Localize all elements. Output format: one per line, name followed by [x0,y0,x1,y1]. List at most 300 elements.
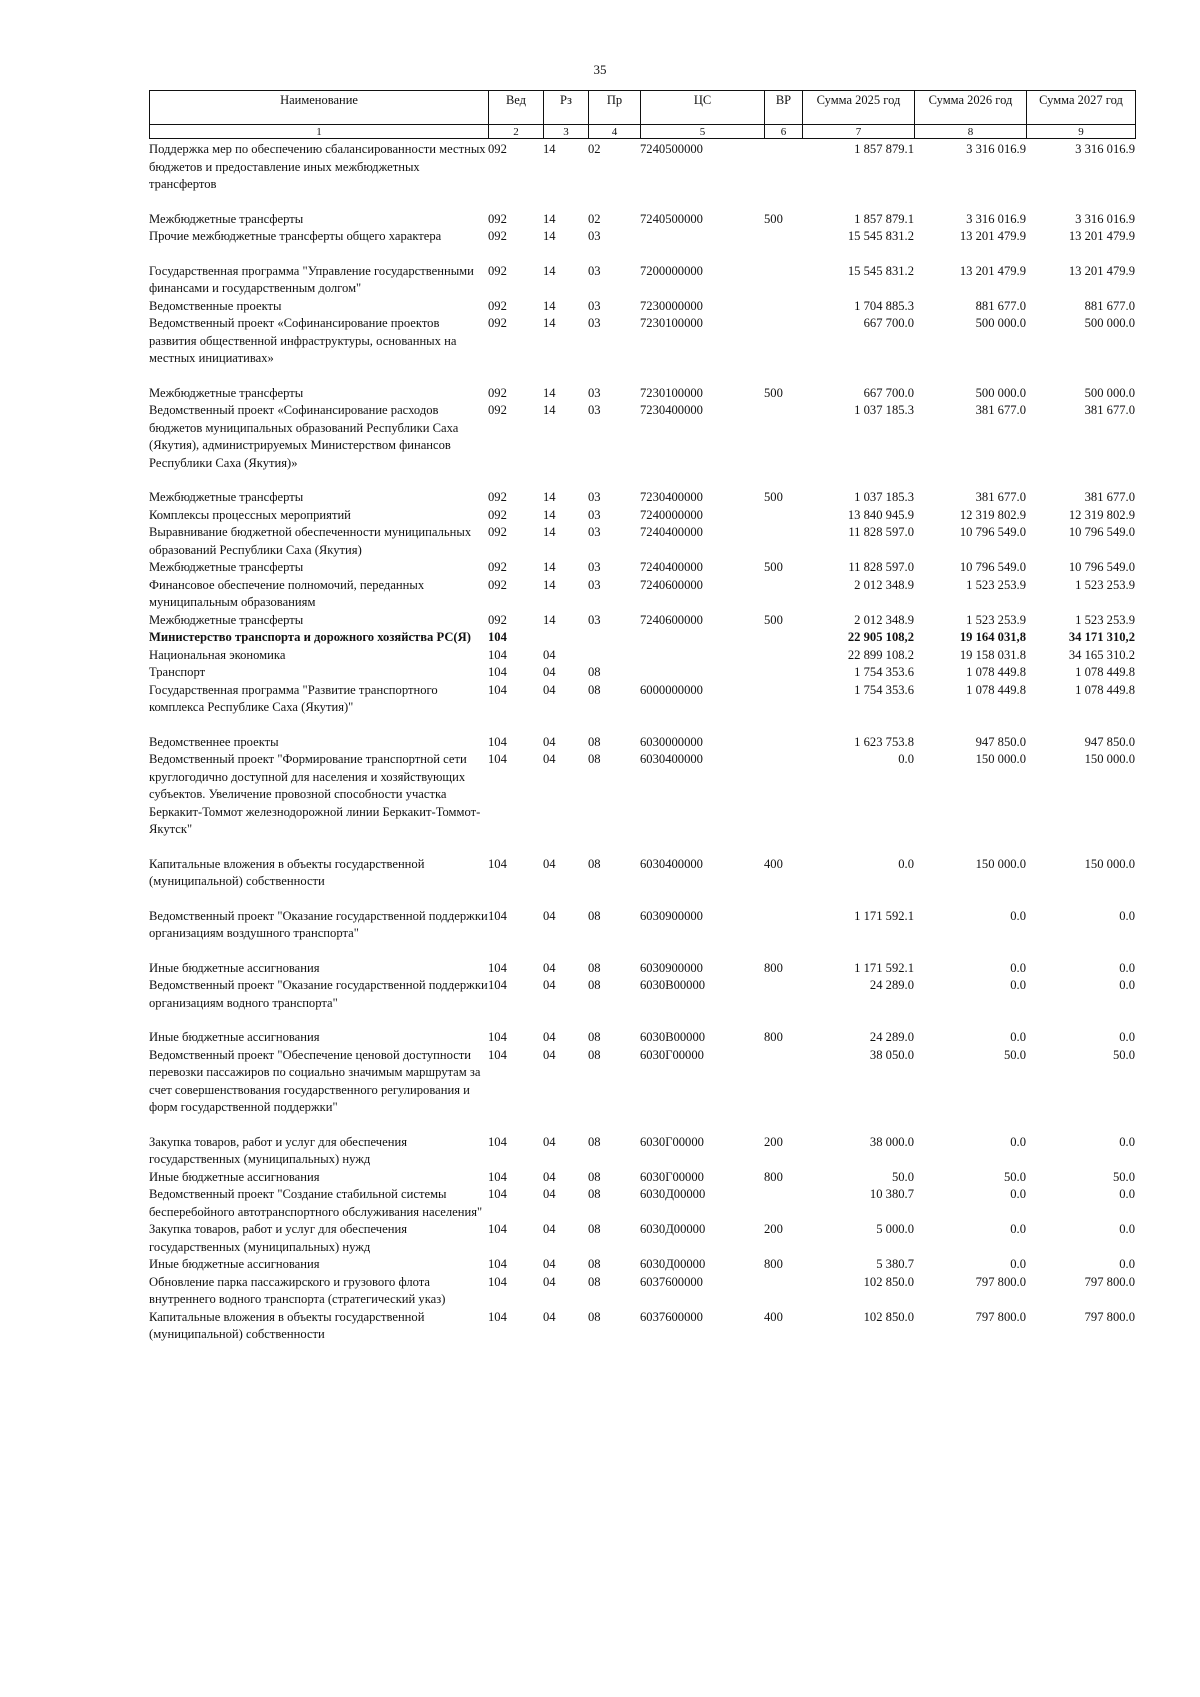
row-pr [588,629,640,647]
row-sum-2027: 13 201 479.9 [1068,229,1135,243]
row-vr [764,298,802,316]
row-ved: 104 [488,1309,507,1324]
row-name: Транспорт [149,665,206,679]
table-row [149,524,1135,559]
table-row [149,211,1135,229]
table-row [149,385,1135,403]
row-pr: 08 [588,752,601,766]
row-cs: 7240600000 [640,612,703,627]
table-row [149,977,1135,1012]
row-sum-2025: 38 050.0 [869,1047,914,1062]
row-ved: 104 [488,856,507,871]
header-ved: Вед [489,91,544,125]
row-rz: 14 [543,490,556,504]
row-name: Ведомственные проекты [149,298,282,313]
row-rz: 14 [543,560,556,574]
row-sum-2026: 0.0 [1010,960,1026,975]
row-sum-2027: 797 800.0 [1084,1274,1135,1289]
row-sum-2027: 50.0 [1112,1047,1135,1062]
row-sum-2026: 3 316 016.9 [966,142,1026,156]
row-cs: 6030900000 [640,908,703,923]
row-sum-2026: 1 523 253.9 [966,612,1026,627]
row-pr: 03 [588,525,601,539]
row-sum-2027: 0.0 [1119,1187,1135,1201]
row-rz: 14 [543,403,556,417]
row-cs: 7230100000 [640,385,703,400]
row-cs: 6030Г00000 [640,1047,704,1062]
row-rz: 04 [543,682,556,697]
row-sum-2027: 3 316 016.9 [1075,211,1135,226]
row-sum-2025: 11 828 597.0 [848,560,914,574]
row-sum-2025: 13 840 945.9 [847,507,914,522]
header-sum-2025: Сумма 2025 год [803,91,915,125]
row-cs [640,647,764,665]
row-sum-2026: 0.0 [1010,908,1026,923]
row-sum-2027: 947 850.0 [1084,734,1135,749]
row-sum-2026: 381 677.0 [975,403,1026,417]
row-ved: 104 [488,1030,507,1044]
row-name: Национальная экономика [149,647,286,662]
row-cs: 6037600000 [640,1309,703,1324]
row-vr [764,141,802,194]
row-ved: 092 [488,142,507,156]
table-row [149,612,1135,630]
row-sum-2025: 5 000.0 [876,1222,914,1236]
row-ved: 092 [488,577,507,592]
row-ved: 092 [488,403,507,417]
row-sum-2025: 1 857 879.1 [854,142,914,156]
row-ved: 104 [488,1187,507,1201]
row-sum-2026: 797 800.0 [975,1309,1026,1324]
row-cs: 6030Д00000 [640,1222,706,1236]
header-vr: ВР [765,91,803,125]
row-sum-2025: 1 754 353.6 [854,682,914,697]
row-pr: 03 [588,385,601,400]
row-ved: 104 [488,647,507,662]
row-sum-2027: 1 523 253.9 [1075,612,1135,627]
row-sum-2027: 0.0 [1119,978,1135,992]
row-sum-2025: 38 000.0 [869,1134,914,1149]
row-rz: 04 [543,1047,556,1062]
row-sum-2025: 1 037 185.3 [854,490,914,504]
row-name: Закупка товаров, работ и услуг для обеспечения государственных (муниципальных) нужд [149,1222,408,1254]
row-sum-2026: 50.0 [1003,1169,1026,1184]
row-sum-2025: 24 289.0 [869,1030,914,1044]
row-sum-2027: 10 796 549.0 [1068,525,1135,539]
row-pr: 08 [588,1309,601,1324]
row-name: Ведомственнее проекты [149,734,279,749]
row-vr: 500 [764,560,783,574]
table-row [149,298,1135,316]
row-rz: 04 [543,960,556,975]
table-row [149,960,1135,978]
row-sum-2025: 1 857 879.1 [854,211,914,226]
table-header [149,90,1136,139]
row-sum-2026: 0.0 [1010,1030,1026,1044]
row-cs: 7240400000 [640,560,703,574]
row-rz [543,629,588,647]
row-pr: 03 [588,612,601,627]
table-row [149,577,1135,612]
column-number: 1 [150,125,489,139]
row-ved: 104 [488,630,507,644]
row-sum-2025: 1 171 592.1 [854,908,914,923]
row-rz: 04 [543,1030,556,1044]
row-sum-2027: 0.0 [1119,1030,1135,1044]
row-sum-2026: 19 158 031.8 [959,647,1026,662]
row-cs: 6030400000 [640,752,703,766]
row-vr [764,228,802,246]
row-sum-2026: 0.0 [1010,978,1026,992]
row-ved: 092 [488,211,507,226]
row-sum-2025: 2 012 348.9 [854,612,914,627]
column-number: 5 [641,125,765,139]
row-vr: 800 [764,960,783,975]
row-name: Межбюджетные трансферты [149,612,304,627]
row-rz: 14 [543,316,556,330]
row-pr: 02 [588,211,601,226]
row-pr: 03 [588,263,601,278]
row-pr: 08 [588,1134,601,1149]
row-rz: 04 [543,1257,556,1271]
row-rz: 14 [543,507,556,522]
row-ved: 104 [488,960,507,975]
row-pr: 08 [588,734,601,749]
row-sum-2025: 0.0 [898,752,914,766]
row-sum-2025: 0.0 [898,856,914,871]
row-sum-2025: 24 289.0 [869,978,914,992]
row-vr [764,1047,802,1117]
row-sum-2025: 667 700.0 [863,316,914,330]
row-ved: 104 [488,665,507,679]
row-cs: 6030000000 [640,734,703,749]
row-rz: 14 [543,229,556,243]
row-name: Иные бюджетные ассигнования [149,1169,320,1184]
row-sum-2027: 50.0 [1112,1169,1135,1184]
table-row [149,908,1135,943]
row-sum-2026: 947 850.0 [975,734,1026,749]
row-cs: 7230400000 [640,490,703,504]
row-sum-2027: 34 171 310,2 [1068,630,1135,644]
table-row [149,1186,1135,1221]
row-name: Поддержка мер по обеспечению сбалансированности местных бюджетов и предоставление иных межбюджетных трансфертов [149,142,486,191]
row-pr: 03 [588,316,601,330]
row-vr [764,1186,802,1221]
row-sum-2026: 19 164 031,8 [959,630,1026,644]
table-row [149,1029,1135,1047]
row-name: Ведомственный проект "Оказание государственной поддержки организациям воздушного транспорта" [149,908,488,940]
row-vr: 200 [764,1134,783,1149]
row-sum-2026: 13 201 479.9 [959,263,1026,278]
table-row [149,629,1135,647]
row-sum-2026: 500 000.0 [975,316,1026,330]
row-cs [640,664,764,682]
row-name: Ведомственный проект "Оказание государственной поддержки организациям водного транспорта" [149,978,488,1010]
row-ved: 092 [488,298,507,313]
row-vr: 800 [764,1257,783,1271]
row-pr: 03 [588,560,601,574]
row-vr: 500 [764,385,783,400]
row-name: Иные бюджетные ассигнования [149,960,320,975]
row-name: Обновление парка пассажирского и грузового флота внутреннего водного транспорта (стратегический указ) [149,1274,446,1306]
row-vr [764,908,802,943]
row-sum-2025: 15 545 831.2 [847,263,914,278]
row-sum-2026: 381 677.0 [975,490,1026,504]
row-pr: 08 [588,960,601,975]
row-sum-2027: 381 677.0 [1084,403,1135,417]
row-sum-2027: 10 796 549.0 [1068,560,1135,574]
row-sum-2027: 797 800.0 [1084,1309,1135,1324]
row-vr [764,664,802,682]
row-rz: 04 [543,647,556,662]
table-row [149,402,1135,472]
table-row [149,1256,1135,1274]
row-rz: 04 [543,734,556,749]
row-name: Государственная программа "Управление государственными финансами и государственным долгом" [149,263,474,295]
row-vr [764,734,802,752]
row-sum-2025: 22 905 108,2 [847,630,914,644]
row-name: Министерство транспорта и дорожного хозяйства РС(Я) [149,630,471,644]
row-sum-2025: 102 850.0 [863,1309,914,1324]
column-number: 4 [589,125,641,139]
row-sum-2025: 22 899 108.2 [847,647,914,662]
row-sum-2027: 0.0 [1119,1222,1135,1236]
row-cs: 6030400000 [640,856,703,871]
row-pr: 08 [588,1187,601,1201]
table-row [149,263,1135,298]
row-sum-2026: 12 319 802.9 [959,507,1026,522]
table-row [149,1169,1135,1187]
row-vr: 500 [764,490,783,504]
row-pr: 08 [588,1257,601,1271]
row-sum-2026: 1 078 449.8 [966,665,1026,679]
row-sum-2026: 797 800.0 [975,1274,1026,1289]
table-row [149,559,1135,577]
table-row [149,751,1135,839]
row-sum-2026: 10 796 549.0 [959,525,1026,539]
row-sum-2026: 50.0 [1003,1047,1026,1062]
row-sum-2025: 102 850.0 [863,1274,914,1289]
row-cs: 7230000000 [640,298,703,313]
row-ved: 092 [488,560,507,574]
header-name: Наименование [150,91,489,125]
row-sum-2027: 500 000.0 [1084,316,1135,330]
row-rz: 14 [543,263,556,278]
row-pr: 03 [588,298,601,313]
row-rz: 04 [543,752,556,766]
row-cs: 7230400000 [640,403,703,417]
table-row [149,1274,1135,1309]
row-name: Иные бюджетные ассигнования [149,1030,320,1044]
row-cs: 6030Д00000 [640,1187,706,1201]
table-row [149,489,1135,507]
row-pr: 08 [588,682,601,697]
table-row [149,1134,1135,1169]
header-cs: ЦС [641,91,765,125]
row-sum-2025: 10 380.7 [869,1187,914,1201]
row-sum-2027: 1 523 253.9 [1075,577,1135,592]
row-sum-2026: 0.0 [1010,1222,1026,1236]
row-sum-2027: 881 677.0 [1084,298,1135,313]
row-rz: 04 [543,856,556,871]
row-pr: 08 [588,1169,601,1184]
row-vr: 800 [764,1030,783,1044]
row-pr: 03 [588,490,601,504]
row-sum-2025: 1 037 185.3 [854,403,914,417]
row-sum-2025: 1 623 753.8 [854,734,914,749]
row-name: Межбюджетные трансферты [149,385,304,400]
table-row [149,1309,1135,1344]
row-sum-2026: 881 677.0 [975,298,1026,313]
table-row [149,141,1135,194]
row-sum-2026: 3 316 016.9 [966,211,1026,226]
row-vr [764,577,802,612]
row-pr: 08 [588,1030,601,1044]
row-cs: 6030Г00000 [640,1134,704,1149]
row-pr: 08 [588,978,601,992]
row-name: Комплексы процессных мероприятий [149,507,351,522]
row-sum-2025: 1 754 353.6 [854,665,914,679]
row-pr: 08 [588,665,601,679]
row-ved: 104 [488,978,507,992]
row-cs: 6037600000 [640,1274,703,1289]
row-sum-2027: 13 201 479.9 [1068,263,1135,278]
row-sum-2025: 2 012 348.9 [854,577,914,592]
row-vr [764,524,802,559]
row-sum-2027: 1 078 449.8 [1075,682,1135,697]
row-rz: 14 [543,142,556,156]
row-sum-2027: 150 000.0 [1084,856,1135,871]
row-rz: 04 [543,1134,556,1149]
column-number: 2 [489,125,544,139]
row-vr [764,1274,802,1309]
row-ved: 104 [488,1047,507,1062]
row-name: Капитальные вложения в объекты государственной (муниципальной) собственности [149,856,425,888]
table-row [149,682,1135,717]
table-row [149,315,1135,368]
row-pr: 03 [588,403,601,417]
row-vr [764,402,802,472]
row-rz: 04 [543,1222,556,1236]
row-sum-2027: 12 319 802.9 [1068,507,1135,522]
row-vr: 400 [764,856,783,871]
row-name: Иные бюджетные ассигнования [149,1257,320,1271]
row-name: Капитальные вложения в объекты государственной (муниципальной) собственности [149,1309,425,1341]
row-sum-2025: 667 700.0 [863,385,914,400]
row-sum-2025: 11 828 597.0 [848,525,914,539]
row-sum-2025: 15 545 831.2 [847,229,914,243]
row-cs: 6030В00000 [640,1030,706,1044]
row-ved: 092 [488,385,507,400]
row-ved: 092 [488,316,507,330]
row-name: Прочие межбюджетные трансферты общего характера [149,229,442,243]
row-sum-2026: 1 523 253.9 [966,577,1026,592]
row-rz: 14 [543,385,556,400]
row-ved: 092 [488,229,507,243]
row-pr [588,647,640,665]
row-cs: 6000000000 [640,682,703,697]
table-row [149,1221,1135,1256]
column-number: 8 [915,125,1027,139]
table-row [149,507,1135,525]
row-sum-2026: 13 201 479.9 [959,229,1026,243]
row-cs: 7230100000 [640,316,703,330]
row-cs [640,629,764,647]
row-rz: 14 [543,298,556,313]
row-sum-2027: 381 677.0 [1084,490,1135,504]
row-rz: 14 [543,577,556,592]
row-rz: 04 [543,665,556,679]
row-vr [764,507,802,525]
row-rz: 14 [543,211,556,226]
table-body [149,141,1135,1344]
table-row [149,734,1135,752]
row-sum-2027: 150 000.0 [1084,752,1135,766]
row-sum-2025: 50.0 [891,1169,914,1184]
row-vr [764,315,802,368]
row-sum-2027: 34 165 310.2 [1068,647,1135,662]
row-cs: 7240400000 [640,525,703,539]
row-cs: 6030В00000 [640,978,706,992]
row-ved: 104 [488,908,507,923]
row-sum-2026: 150 000.0 [975,752,1026,766]
row-ved: 104 [488,752,507,766]
row-pr: 08 [588,1222,601,1236]
column-number: 3 [544,125,589,139]
row-sum-2025: 5 380.7 [876,1257,914,1271]
row-sum-2027: 3 316 016.9 [1075,142,1135,156]
row-sum-2026: 500 000.0 [975,385,1026,400]
row-vr [764,263,802,298]
row-cs: 6030Д00000 [640,1257,706,1271]
row-pr: 03 [588,507,601,522]
row-ved: 092 [488,490,507,504]
row-cs: 7240500000 [640,211,703,226]
row-cs: 7240500000 [640,142,703,156]
row-name: Межбюджетные трансферты [149,490,304,504]
row-rz: 04 [543,1187,556,1201]
row-rz: 14 [543,612,556,627]
row-vr: 800 [764,1169,783,1184]
row-rz: 04 [543,1169,556,1184]
column-number: 6 [765,125,803,139]
row-ved: 092 [488,507,507,522]
table-row [149,664,1135,682]
row-name: Межбюджетные трансферты [149,560,304,574]
row-rz: 04 [543,908,556,923]
header-sum-2026: Сумма 2026 год [915,91,1027,125]
row-vr [764,629,802,647]
row-pr: 08 [588,856,601,871]
row-name: Ведомственный проект "Обеспечение ценовой доступности перевозки пассажиров по социально значимым маршрутам за счет совершенствования государственного регулирования и форм государственной поддержки" [149,1047,481,1114]
row-ved: 104 [488,1274,507,1289]
column-number: 9 [1027,125,1136,139]
row-sum-2026: 0.0 [1010,1134,1026,1149]
row-vr [764,751,802,839]
row-cs: 6030Г00000 [640,1169,704,1184]
row-name: Межбюджетные трансферты [149,211,304,226]
row-sum-2027: 0.0 [1119,1134,1135,1149]
row-sum-2027: 1 078 449.8 [1075,665,1135,679]
row-name: Закупка товаров, работ и услуг для обеспечения государственных (муниципальных) нужд [149,1134,408,1166]
row-cs: 7200000000 [640,263,703,278]
row-ved: 104 [488,1169,507,1184]
header-pr: Пр [589,91,641,125]
row-sum-2027: 0.0 [1119,1257,1135,1271]
row-rz: 04 [543,1309,556,1324]
row-pr: 03 [588,577,601,592]
row-ved: 104 [488,1134,507,1149]
